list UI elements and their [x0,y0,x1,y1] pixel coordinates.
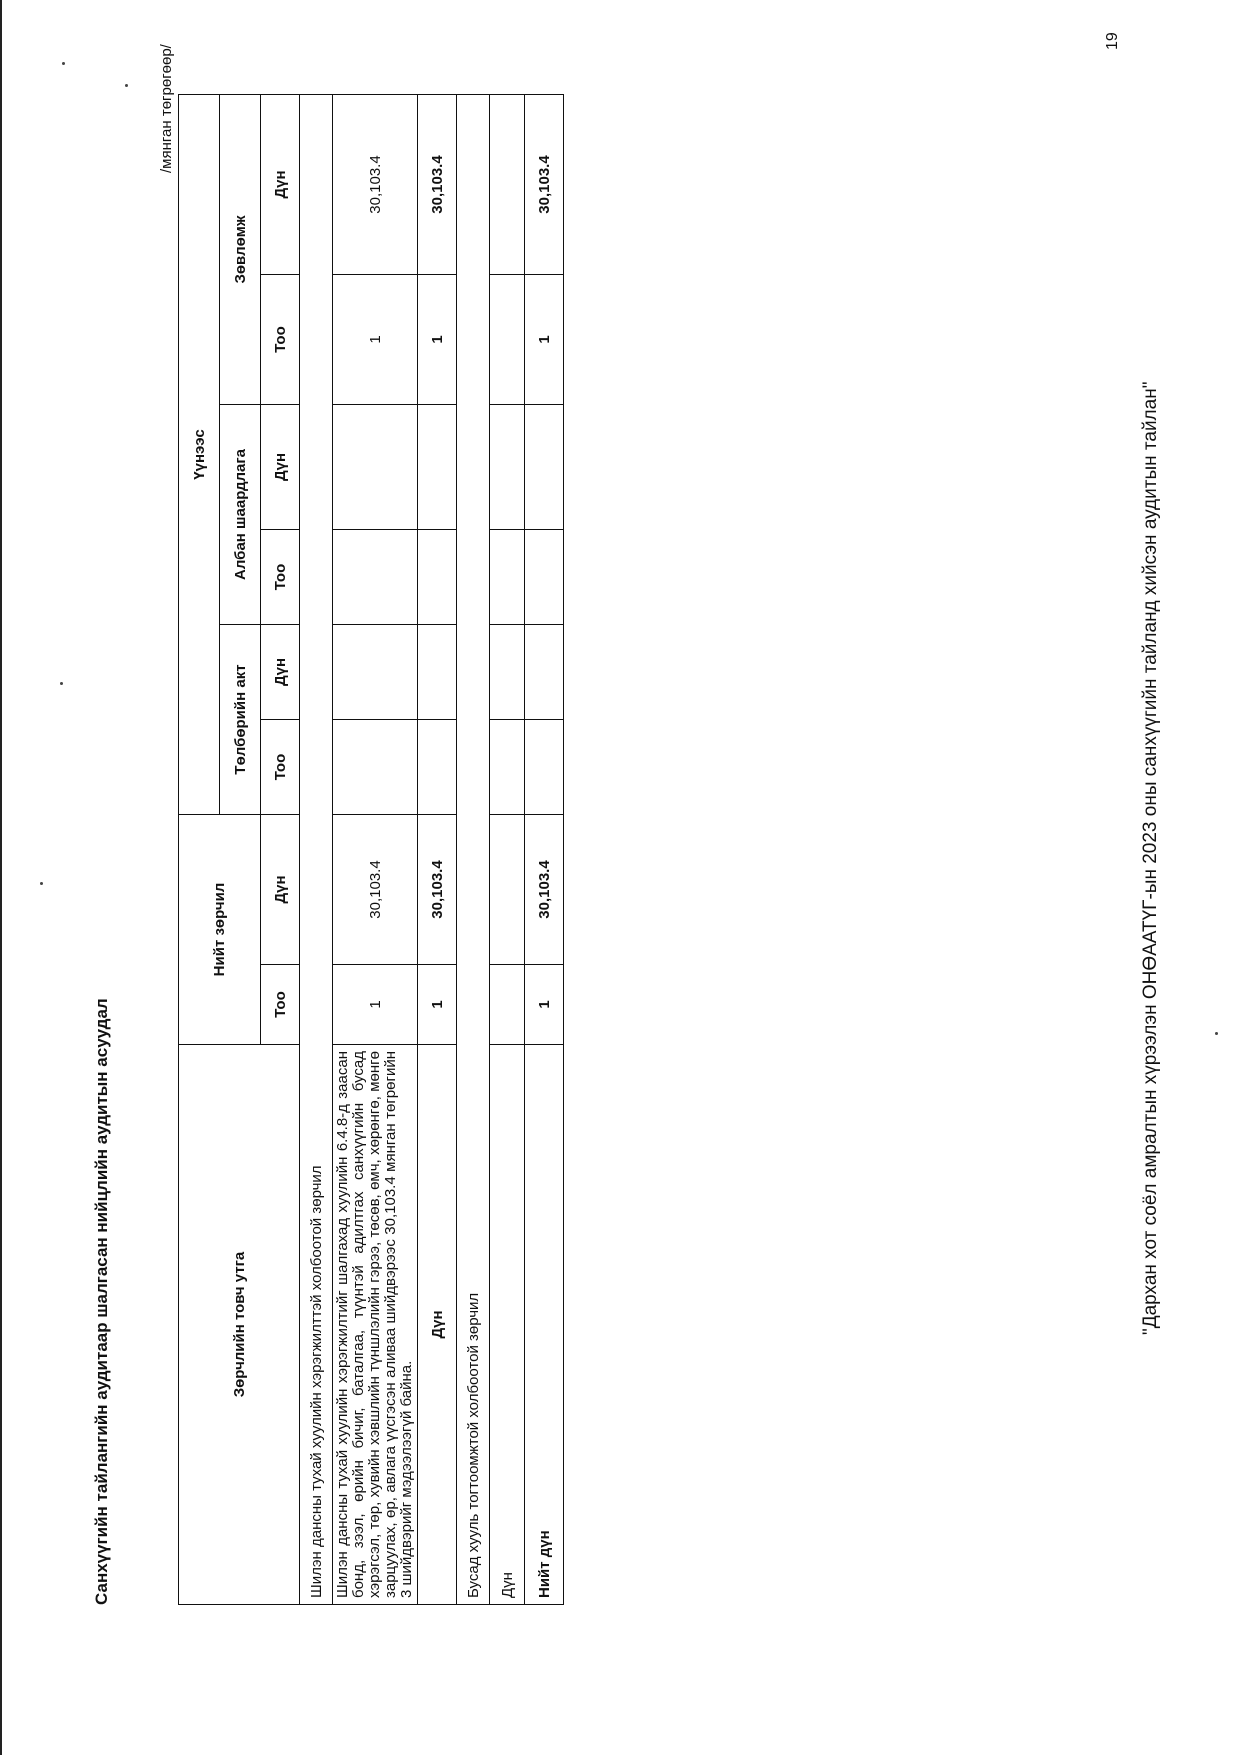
total-amount: 30,103.4 [333,815,418,965]
recommendation-count: 1 [333,275,418,405]
report-footer: "Дархан хот соёл амралтын хүрээлэн ОНӨААТҮГ-ын 2023 оны санхүүгийн тайланд хийсэн аудитын тайлан" [1140,381,1161,1335]
empty-cell [525,625,564,720]
demand-count [333,530,418,625]
payment-amount [333,625,418,720]
empty-cell [418,720,457,815]
empty-cell [525,720,564,815]
header-payment-act: Төлбөрийн акт [220,625,261,815]
header-official-demand: Албан шаардлага [220,405,261,625]
subtotal-label: Дүн [490,1045,525,1605]
section-title: Бусад хууль тогтоомжтой холбоотой зөрчил [457,95,490,1605]
empty-cell [490,530,525,625]
empty-cell [490,815,525,965]
audit-table [178,94,564,1605]
grand-total-label: Нийт дүн [525,1045,564,1605]
header-recommendation: Зөвлөмж [220,95,261,405]
subtotal-rec-count: 1 [418,275,457,405]
empty-cell [418,405,457,530]
grand-total-rec-amount: 30,103.4 [525,95,564,275]
empty-cell [525,530,564,625]
grand-total-rec-count: 1 [525,275,564,405]
violation-description: Шилэн дансны тухай хуулийн хэрэгжилтийг шалгахад хуулийн 6.4.8-д заасан бонд, зээл, өрийн бичиг, баталгаа, түүнтэй адилтгах санхүүгийн бусад хэрэгсэл, төр, хувийн хэвшлийн түншлэлийн гэрээ, төсөв, өмч, хөрөнгө, мөнгө зарцуулах, өр, авлага үүсгэсэн аливаа шийдвэрээс 30,103.4 мянган төгрөгийн 3 шийдвэрийг мэдээлээгүй байна. [333,1045,418,1605]
section-title: Шилэн дансны тухай хуулийн хэрэгжилттэй холбоотой зөрчил [300,95,333,1605]
header-total-violation: Нийт зөрчил [179,815,261,1045]
subtotal-count: 1 [418,965,457,1045]
scan-speck [1215,1032,1218,1035]
scan-speck [62,62,65,65]
empty-cell [490,275,525,405]
header-count: Тоо [261,275,300,405]
empty-cell [490,405,525,530]
empty-cell [490,720,525,815]
recommendation-amount: 30,103.4 [333,95,418,275]
subtotal-amount: 30,103.4 [418,815,457,965]
header-count: Тоо [261,965,300,1045]
empty-cell [490,625,525,720]
scan-speck [125,84,128,87]
payment-count [333,720,418,815]
header-elimination: Үүнээс [179,95,220,815]
subtotal-rec-amount: 30,103.4 [418,95,457,275]
header-count: Тоо [261,530,300,625]
unit-note: /мянган төгрөгөөр/ [158,44,175,173]
header-description: Зөрчлийн товч утга [179,1045,300,1605]
subtotal-label: Дүн [418,1045,457,1605]
empty-cell [525,405,564,530]
scan-speck [60,682,63,685]
page-title: Санхүүгийн тайлангийн аудитаар шалгасан нийцлийн аудитын асуудал [92,998,111,1605]
header-amount: Дүн [261,625,300,720]
scan-speck [40,882,43,885]
empty-cell [418,530,457,625]
header-amount: Дүн [261,405,300,530]
grand-total-amount: 30,103.4 [525,815,564,965]
header-amount: Дүн [261,815,300,965]
empty-cell [490,965,525,1045]
header-count: Тоо [261,720,300,815]
page-number: 19 [1104,32,1121,50]
demand-amount [333,405,418,530]
header-amount: Дүн [261,95,300,275]
empty-cell [418,625,457,720]
empty-cell [490,95,525,275]
grand-total-count: 1 [525,965,564,1045]
total-count: 1 [333,965,418,1045]
